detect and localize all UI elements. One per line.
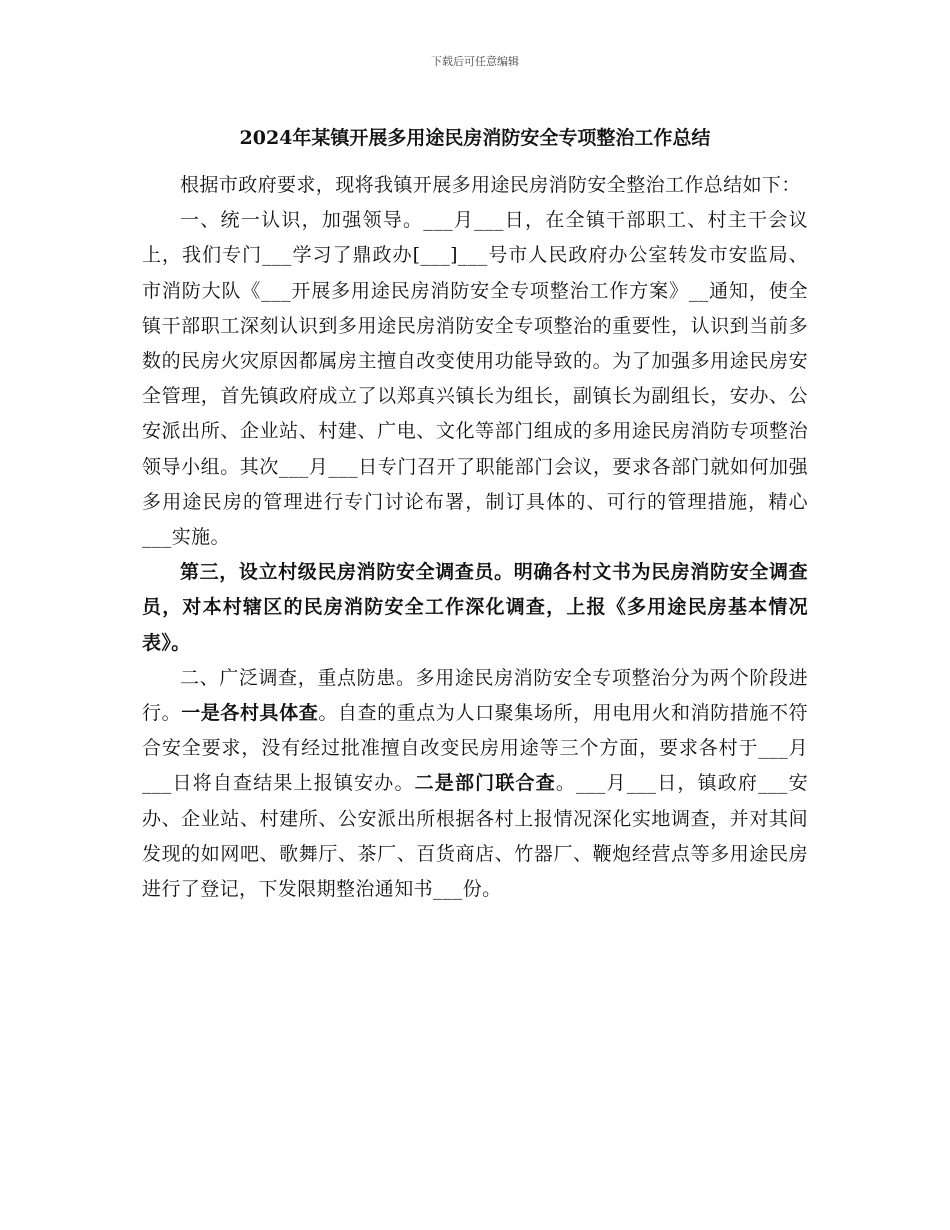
department-check-text: 。___月___日，镇政府___安办、企业站、村建所、公安派出所根据各村上报情况深化实地调查，并对其间发现的如网吧、歌舞厅、茶厂、百货商店、竹器厂、鞭炮经营点等多用途民房进行了登记，下发限期整治通知书___份。: [142, 772, 808, 901]
paragraph-investigation: [142, 661, 808, 907]
village-check-heading: 一是各村具体查: [181, 702, 319, 725]
paragraph-investigation-lead: 二、广泛调查，重点防患。多用途民房消防安全专项整治分为两个阶段进行。: [142, 666, 808, 725]
paragraph-investigator: 第三，设立村级民房消防安全调查员。明确各村文书为民房消防安全调查员，对本村辖区的民房消防安全工作深化调查，上报《多用途民房基本情况表》。: [142, 561, 808, 654]
header-note: 下载后可任意编辑: [431, 55, 519, 68]
paragraph-leadership: 一、统一认识，加强领导。___月___日，在全镇干部职工、村主干会议上，我们专门___学习了鼎政办[___]___号市人民政府办公室转发市安监局、市消防大队《___开展多用途民房消防安全专项整治工作方案》__通知，使全镇干部职工深刻认识到多用途民房消防安全专项整治的重要性，认识到当前多数的民房火灾原因都属房主擅自改变使用功能导致的。为了加强多用途民房安全管理，首先镇政府成立了以郑真兴镇长为组长，副镇长为副组长，安办、公安派出所、企业站、村建、广电、文化等部门组成的多用途民房消防专项整治领导小组。其次___月___日专门召开了职能部门会议，要求各部门就如何加强多用途民房的管理进行专门讨论布署，制订具体的、可行的管理措施，精心___实施。: [142, 209, 808, 549]
paragraph-intro: 根据市政府要求，现将我镇开展多用途民房消防安全整治工作总结如下：: [180, 174, 801, 196]
document-body: [142, 168, 808, 907]
village-check-text: 。自查的重点为人口聚集场所，用电用火和消防措施不符合安全要求，没有经过批准擅自改变民房用途等三个方面，要求各村于___月___日将自查结果上报镇安办。: [142, 702, 808, 795]
department-check-heading: 二是部门联合查: [414, 772, 556, 795]
document-title: 2024年某镇开展多用途民房消防安全专项整治工作总结: [239, 127, 711, 149]
